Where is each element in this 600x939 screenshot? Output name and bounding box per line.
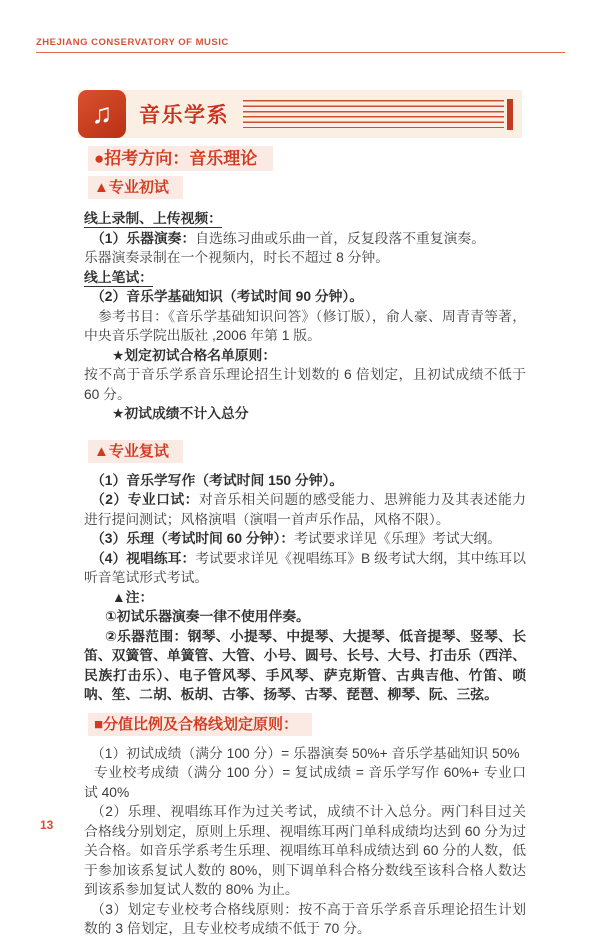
text-run: 线上录制、上传视频： bbox=[84, 211, 222, 226]
paragraph bbox=[84, 900, 526, 939]
paragraph bbox=[84, 607, 526, 627]
text-run: （4）视唱练耳： bbox=[91, 550, 196, 566]
paragraph bbox=[84, 588, 526, 608]
paragraph bbox=[84, 549, 526, 588]
text-run: ①初试乐器演奏一律不使用伴奏。 bbox=[105, 609, 310, 624]
section-heading bbox=[88, 146, 526, 171]
text-run: 专业校考成绩（满分 100 分）= 复试成绩 = 音乐学写作 60%+ 专业口试 40% bbox=[84, 765, 526, 800]
text-run: 乐器演奏录制在一个视频内，时长不超过 8 分钟。 bbox=[84, 250, 390, 265]
section-heading bbox=[88, 440, 526, 463]
section-heading bbox=[88, 176, 526, 199]
text-run: 参考书目：《音乐学基础知识问答》（修订版），俞人豪、周青青等著，中央音乐学院出版社 ,2006 年第 1 版。 bbox=[84, 308, 526, 343]
paragraph bbox=[84, 346, 526, 366]
text-run: ②乐器范围：钢琴、小提琴、中提琴、大提琴、低音提琴、竖琴、长笛、双簧管、单簧管、大管、小号、圆号、长号、大号、打击乐（西洋、民族打击乐）、电子管风琴、手风琴、萨克斯管、古典吉他、竹笛、唢呐、笙、二胡、板胡、古筝、扬琴、古琴、琵琶、柳琴、阮、三弦。 bbox=[84, 628, 526, 702]
department-band bbox=[78, 90, 522, 138]
text-run: 对音乐相关问题的感受能力、思辨能力及其表述能力进行提问测试；风格演唱（演唱一首声乐作品，风格不限）。 bbox=[84, 492, 526, 527]
paragraph bbox=[84, 627, 526, 705]
text-run: （1）音乐学写作（考试时间 150 分钟）。 bbox=[91, 472, 344, 488]
text-run: 按不高于音乐学系音乐理论招生计划数的 6 倍划定，且初试成绩不低于 60 分。 bbox=[84, 367, 526, 402]
text-run: 线上笔试： bbox=[84, 269, 153, 285]
text-run: ★初试成绩不计入总分 bbox=[112, 406, 249, 421]
text-run: （3）划定专业校考合格线原则：按不高于音乐学系音乐理论招生计划数的 3 倍划定，且专业校考成绩不低于 70 分。 bbox=[84, 901, 526, 936]
paragraph bbox=[84, 248, 526, 268]
text-run: （2）专业口试： bbox=[91, 492, 199, 507]
content-blocks bbox=[84, 146, 526, 939]
department-title: 音乐学系 bbox=[139, 104, 229, 127]
paragraph bbox=[84, 365, 526, 404]
section-heading-label: ▲专业复试 bbox=[88, 440, 183, 463]
org-name: ZHEJIANG CONSERVATORY OF MUSIC bbox=[36, 37, 229, 48]
text-run: 考试要求详见《视唱练耳》B 级考试大纲，其中练耳以听音笔试形式考试。 bbox=[84, 550, 526, 585]
text-run: （1）乐器演奏： bbox=[91, 230, 196, 246]
text-run: （3）乐理（考试时间 60 分钟）： bbox=[91, 531, 295, 546]
section-heading-label: ●招考方向：音乐理论 bbox=[88, 146, 273, 171]
text-run: 考试要求详见《乐理》考试大纲。 bbox=[294, 531, 502, 546]
paragraph bbox=[84, 763, 526, 802]
section-heading-label: ▲专业初试 bbox=[88, 176, 183, 199]
text-run: ★划定初试合格名单原则： bbox=[112, 347, 277, 363]
paragraph bbox=[84, 529, 526, 549]
text-run: 自选练习曲或乐曲一首，反复段落不重复演奏。 bbox=[195, 230, 485, 246]
text-run: （1）初试成绩（满分 100 分）= 乐器演奏 50%+ 音乐学基础知识 50% bbox=[91, 745, 520, 761]
staff-end-bar bbox=[507, 99, 513, 130]
paragraph bbox=[84, 307, 526, 346]
music-notes-icon: ♫ bbox=[78, 90, 126, 138]
text-run: （2）乐理、视唱练耳作为过关考试，成绩不计入总分。两门科目过关合格线分别划定，原则上乐理、视唱练耳两门单科成绩均达到 60 分为过关合格。如音乐学系考生乐理、视唱练耳单科成绩达到 60 分的人数，低于参加该系复试人数的 80%，则下调单科合格分数线至该科合格人数达到该系参加复试人数的 80% 为止。 bbox=[84, 804, 526, 897]
staff-lines-decoration bbox=[243, 100, 504, 128]
section-heading bbox=[88, 713, 526, 736]
section-heading-label: ■分值比例及合格线划定原则： bbox=[88, 713, 312, 736]
paragraph bbox=[84, 209, 526, 229]
paragraph bbox=[84, 404, 526, 424]
paragraph bbox=[84, 490, 526, 529]
paragraph bbox=[84, 471, 526, 491]
paragraph bbox=[84, 268, 526, 288]
paragraph bbox=[84, 287, 526, 307]
paragraph bbox=[84, 229, 526, 249]
text-run: ▲注： bbox=[112, 589, 154, 605]
paragraph bbox=[84, 744, 526, 764]
text-run: （2）音乐学基础知识（考试时间 90 分钟）。 bbox=[91, 289, 364, 304]
header-rule bbox=[36, 52, 565, 53]
paragraph bbox=[84, 802, 526, 900]
page-number: 13 bbox=[40, 818, 54, 832]
